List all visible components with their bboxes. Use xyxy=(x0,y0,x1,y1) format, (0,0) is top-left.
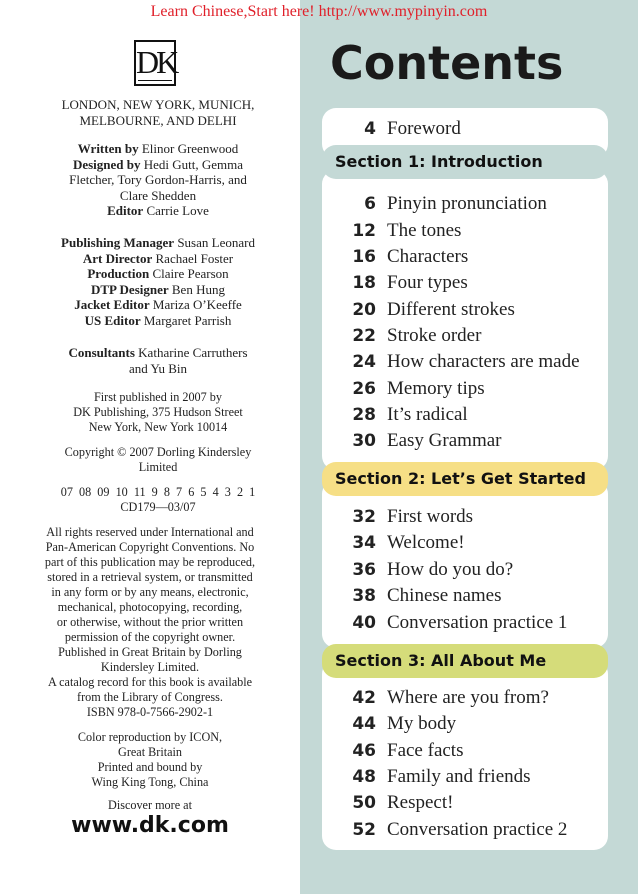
consultants-block xyxy=(0,345,316,376)
contents-entry[interactable] xyxy=(322,244,612,270)
text-line: permission of the copyright owner. xyxy=(64,630,236,644)
page-number: 48 xyxy=(352,767,376,787)
contents-entry[interactable] xyxy=(322,610,612,636)
page-number: 20 xyxy=(352,299,376,320)
page-number: 24 xyxy=(352,352,376,372)
text-line: Great Britain xyxy=(118,745,182,759)
text-line: Pan-American Copyright Conventions. No xyxy=(45,540,255,554)
credit-line: Editor Carrie Love xyxy=(107,203,209,218)
color-block xyxy=(0,730,308,790)
entry-title: Memory tips xyxy=(387,377,485,399)
catalog-block xyxy=(0,675,308,720)
text-line: DK Publishing, 375 Hudson Street xyxy=(73,405,243,419)
credit-line: Publishing Manager Susan Leonard xyxy=(61,235,255,250)
entry-title: Pinyin pronunciation xyxy=(387,193,547,214)
text-line: part of this publication may be reproduced, xyxy=(44,555,256,569)
contents-entry[interactable] xyxy=(322,218,612,244)
text-line: in any form or by any means, electronic, xyxy=(51,585,249,599)
cities-line: MELBOURNE, AND DELHI xyxy=(79,112,237,128)
credit-line: Designed by Hedi Gutt, Gemma xyxy=(72,156,244,172)
entry-title: Chinese names xyxy=(387,585,502,606)
credit-line: US Editor Margaret Parrish xyxy=(84,312,232,328)
section-3-header: Section 3: All About Me xyxy=(322,644,608,678)
contents-entry[interactable] xyxy=(322,738,612,764)
text-line: 07 08 09 10 11 9 8 7 6 5 4 3 2 1 xyxy=(60,485,256,499)
contents-entry-foreword[interactable] xyxy=(322,116,612,142)
contents-entry[interactable] xyxy=(322,323,612,349)
text-line: stored in a retrieval system, or transmitted xyxy=(47,570,253,584)
entry-title: Family and friends xyxy=(387,766,531,787)
contents-entry[interactable] xyxy=(322,711,612,737)
page-number: 22 xyxy=(352,326,376,346)
page-number: 34 xyxy=(352,533,376,553)
contents-entry[interactable] xyxy=(322,817,612,843)
credit-line: Consultants Katharine Carruthers xyxy=(68,345,248,360)
website-link[interactable]: www.dk.com xyxy=(71,813,229,838)
page-number: 42 xyxy=(352,688,376,708)
entry-title: Respect! xyxy=(387,792,454,813)
contents-entry[interactable] xyxy=(322,557,612,583)
contents-entry[interactable] xyxy=(322,270,612,296)
contents-entry[interactable] xyxy=(322,297,612,323)
discover-text: Discover more at xyxy=(108,798,192,812)
text-line: A catalog record for this book is available xyxy=(47,675,253,689)
contents-entry[interactable] xyxy=(322,428,612,454)
printing-block xyxy=(0,485,316,515)
text-line: from the Library of Congress. xyxy=(77,690,223,704)
text-line: mechanical, photocopying, recording, xyxy=(57,600,243,614)
text-line: or otherwise, without the prior written xyxy=(56,615,244,629)
entry-title: Welcome! xyxy=(387,532,465,553)
text-line: Color reproduction by ICON, xyxy=(77,730,223,744)
entry-title: First words xyxy=(387,506,474,527)
contents-entry[interactable] xyxy=(322,402,612,428)
page-number: 26 xyxy=(352,378,376,399)
rights-block xyxy=(0,525,308,675)
entry-title: It’s radical xyxy=(387,403,468,425)
text-line: CD179—03/07 xyxy=(120,500,196,514)
entry-title: Four types xyxy=(387,272,468,293)
page-number: 32 xyxy=(352,507,376,527)
credit-line: Clare Shedden xyxy=(119,187,197,203)
entry-title: The tones xyxy=(387,219,462,241)
text-line: New York, New York 10014 xyxy=(88,420,228,434)
published-block xyxy=(0,390,316,435)
section-1-header: Section 1: Introduction xyxy=(322,145,608,179)
contents-entry[interactable] xyxy=(322,349,612,375)
entry-title: Conversation practice 2 xyxy=(387,818,568,840)
page-number: 44 xyxy=(352,714,376,734)
copyright-column xyxy=(0,0,300,894)
contents-entry[interactable] xyxy=(322,790,612,816)
credit-line: and Yu Bin xyxy=(128,360,188,376)
section-2-header: Section 2: Let’s Get Started xyxy=(322,462,608,496)
text-line: All rights reserved under International and xyxy=(46,525,254,539)
cities xyxy=(0,97,316,128)
credit-line: Production Claire Pearson xyxy=(87,266,229,281)
page-number: 16 xyxy=(352,247,376,267)
entry-title: Characters xyxy=(387,246,469,267)
contents-entry[interactable] xyxy=(322,685,612,711)
credit-line: Fletcher, Tory Gordon-Harris, and xyxy=(69,172,247,187)
entry-title: Face facts xyxy=(387,739,464,761)
text-line: Copyright © 2007 Dorling Kindersley xyxy=(64,445,252,459)
text-line: First published in 2007 by xyxy=(94,390,222,404)
text-line: Printed and bound by xyxy=(97,760,203,774)
page-number: 6 xyxy=(364,194,376,214)
text-line: ISBN 978-0-7566-2902-1 xyxy=(86,705,214,719)
credit-line: Art Director Rachael Foster xyxy=(82,250,234,266)
cities-line: LONDON, NEW YORK, MUNICH, xyxy=(61,97,255,112)
entry-title: Stroke order xyxy=(387,325,482,346)
entry-title: Easy Grammar xyxy=(387,430,502,451)
entry-title: Foreword xyxy=(387,118,461,139)
entry-title: How do you do? xyxy=(387,559,514,580)
contents-entry[interactable] xyxy=(322,583,612,609)
text-line: Wing King Tong, China xyxy=(91,775,209,789)
page-number: 28 xyxy=(352,404,376,425)
page-number: 50 xyxy=(352,793,376,813)
page-number: 12 xyxy=(352,220,376,241)
contents-entry[interactable] xyxy=(322,376,612,402)
watermark-text[interactable]: Learn Chinese,Start here! http://www.mypinyin.com xyxy=(150,3,488,20)
dk-logo: DK xyxy=(134,40,176,86)
page-number: 46 xyxy=(352,740,376,761)
page-number: 36 xyxy=(352,560,376,580)
contents-entry[interactable] xyxy=(322,504,612,530)
page-number: 4 xyxy=(364,119,376,139)
page-number: 30 xyxy=(352,431,376,451)
credit-line: Written by Elinor Greenwood xyxy=(77,141,239,156)
entry-title: Where are you from? xyxy=(387,687,549,708)
page-number: 52 xyxy=(352,819,376,840)
text-line: Limited xyxy=(138,460,178,474)
credits-block-2 xyxy=(0,235,316,328)
credits-block-1 xyxy=(0,141,316,219)
page-number: 18 xyxy=(352,273,376,293)
page-number: 38 xyxy=(352,586,376,606)
entry-title: Conversation practice 1 xyxy=(387,612,568,633)
entry-title: Different strokes xyxy=(387,298,515,320)
contents-entry[interactable] xyxy=(322,764,612,790)
entry-title: My body xyxy=(387,713,457,734)
page-number: 40 xyxy=(352,613,376,633)
contents-entry[interactable] xyxy=(322,191,612,217)
entry-title: How characters are made xyxy=(387,351,580,372)
text-line: Kindersley Limited. xyxy=(100,660,200,674)
credit-line: DTP Designer Ben Hung xyxy=(91,281,225,297)
contents-entry[interactable] xyxy=(322,530,612,556)
copyright-block xyxy=(0,445,316,475)
credit-line: Jacket Editor Mariza O’Keeffe xyxy=(74,297,242,312)
page-title: Contents xyxy=(330,36,564,90)
text-line: Published in Great Britain by Dorling xyxy=(58,645,242,659)
